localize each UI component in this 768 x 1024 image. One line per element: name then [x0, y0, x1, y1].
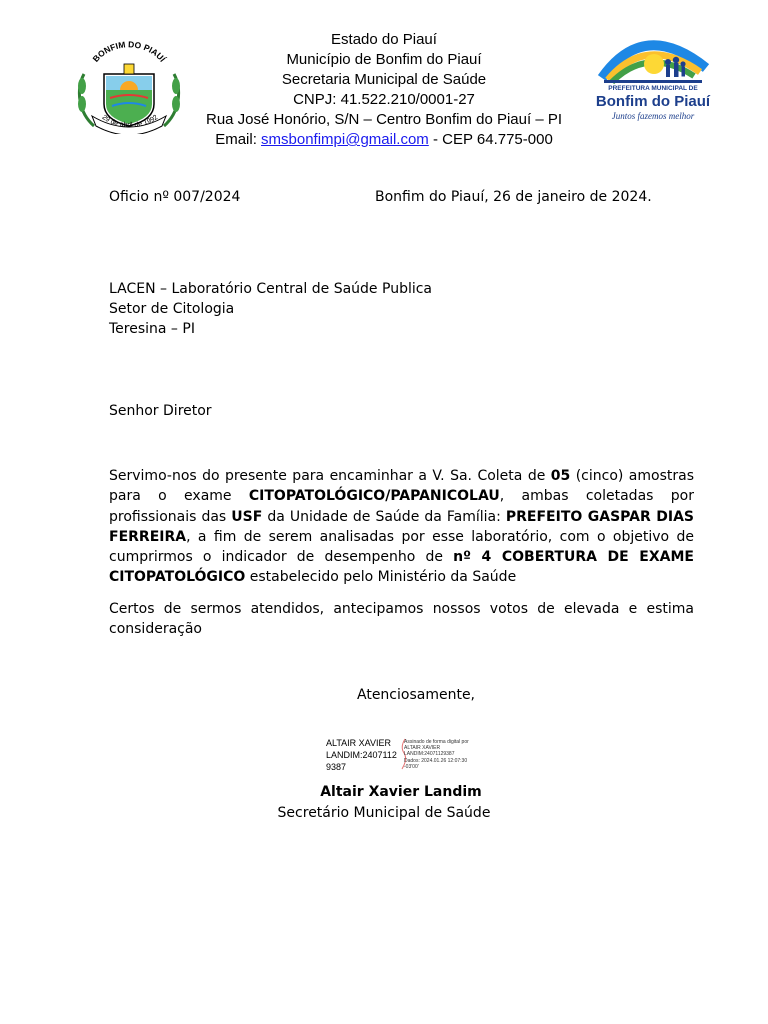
signature-detail-line: ALTAIR XAVIER: [404, 745, 441, 752]
svg-text:Bonfim do Piauí: Bonfim do Piauí: [595, 93, 711, 110]
closing-salutation: Atenciosamente,: [357, 687, 476, 703]
body-text: estabelecido pelo Ministério da Saúde: [245, 569, 517, 586]
header-contact: [0, 130, 768, 150]
signature-name: [326, 737, 406, 773]
svg-text:PREFEITURA MUNICIPAL DE: PREFEITURA MUNICIPAL DE: [608, 85, 698, 92]
body-text: da Unidade de Saúde da Família:: [262, 508, 506, 525]
closing-paragraph: Certos de sermos atendidos, antecipamos nossos votos de elevada e estima consideração: [109, 601, 694, 638]
signature-detail-line: LANDIM:24071129387: [404, 751, 455, 758]
header-department: Secretaria Municipal de Saúde: [281, 71, 487, 88]
svg-text:29 de abril de 1992: 29 de abril de 1992: [100, 113, 160, 130]
oficio-number: Oficio nº 007/2024: [109, 189, 241, 205]
header-address: Rua José Honório, S/N – Centro Bonfim do Piauí – PI: [205, 111, 562, 128]
body-bold: CITOPATOLÓGICO/PAPANICOLAU: [248, 488, 500, 505]
body-text: Servimo-nos do presente para encaminhar a V. Sa. Coleta de: [109, 468, 551, 484]
svg-text:Juntos fazemos melhor: Juntos fazemos melhor: [611, 111, 695, 121]
signature-detail-line: -03'00': [404, 763, 419, 770]
header-cnpj: CNPJ: 41.522.210/0001-27: [293, 91, 475, 108]
salutation: Senhor Diretor: [109, 403, 212, 419]
recipient-line: Setor de Citologia: [109, 301, 235, 317]
prefeitura-logo: [594, 28, 712, 132]
recipient-line: LACEN – Laboratório Central de Saúde Publica: [109, 281, 433, 297]
signer-name: Altair Xavier Landim: [320, 784, 482, 800]
signature-name-line: LANDIM:2407112: [326, 750, 397, 760]
signature-details: [404, 739, 494, 770]
body-bold: USF: [231, 508, 263, 525]
recipient-address: [109, 279, 432, 339]
body-bold: 05: [550, 468, 571, 484]
signer-role: Secretário Municipal de Saúde: [277, 805, 491, 821]
body-text: , ambas coletadas por profissionais das: [109, 488, 694, 525]
email-link[interactable]: smsbonfimpi@gmail.com: [261, 131, 429, 148]
header-municipality: Município de Bonfim do Piauí: [286, 51, 482, 68]
signature-detail-line: Dados: 2024.01.26 12:07:30: [404, 757, 468, 764]
body-bold: PREFEITO GASPAR DIAS FERREIRA: [109, 508, 694, 545]
signature-name-line: ALTAIR XAVIER: [326, 738, 392, 748]
email-label: Email:: [215, 131, 262, 148]
svg-text:BONFIM DO PIAUÍ: BONFIM DO PIAUÍ: [90, 39, 168, 64]
recipient-line: Teresina – PI: [109, 321, 195, 337]
body-paragraph: [109, 466, 694, 588]
letter-date: Bonfim do Piauí, 26 de janeiro de 2024.: [375, 189, 652, 205]
cep-text: - CEP 64.775-000: [428, 131, 553, 148]
body-text: , a fim de serem analisadas por esse laboratório, com o objetivo de cumprirmos o indicador de desempenho de: [109, 528, 694, 566]
digital-signature: [326, 737, 486, 777]
signature-name-line: 9387: [326, 762, 347, 772]
signature-detail-line: Assinado de forma digital por: [404, 739, 469, 745]
body-bold: nº 4 COBERTURA DE EXAME CITOPATOLÓGICO: [109, 549, 694, 586]
header-state: Estado do Piauí: [331, 31, 437, 48]
body-text: (cinco) amostras para o exame: [109, 468, 694, 505]
